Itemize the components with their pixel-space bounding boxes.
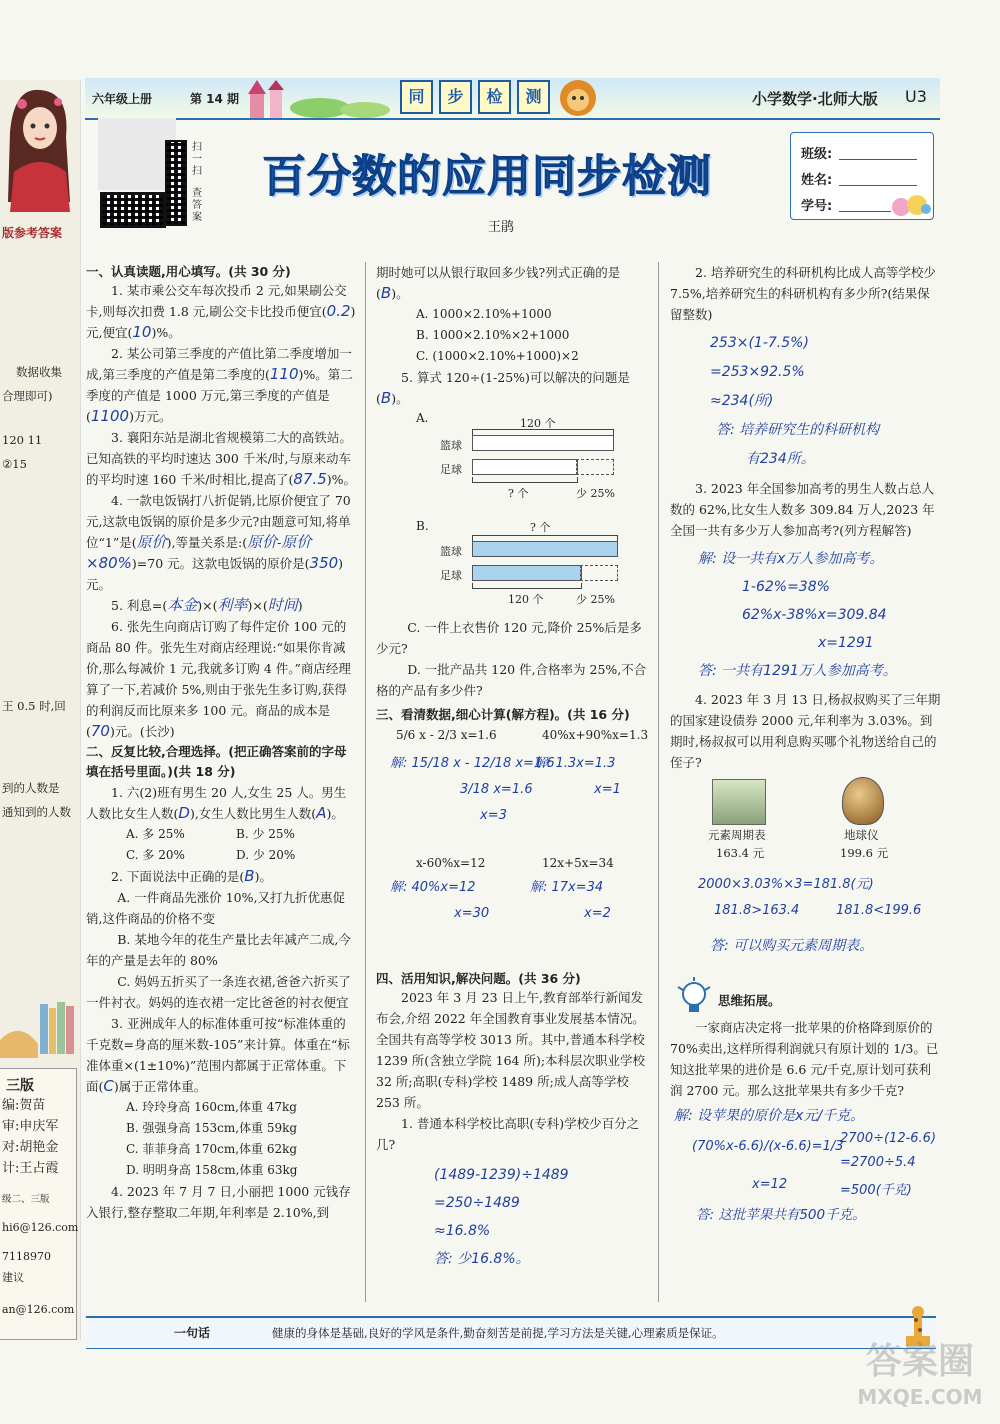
think-header [670, 977, 942, 1017]
answer-blank[interactable]: 原价 [136, 533, 167, 551]
option[interactable]: B. 少 25% [236, 827, 295, 841]
student-info-box [790, 132, 934, 220]
class-field: 班级: [801, 147, 833, 162]
editors-title: 三版 [6, 1078, 34, 1094]
qr-code[interactable] [100, 192, 166, 228]
equations-row-1 [376, 723, 650, 851]
option[interactable]: C. 一件上衣售价 120 元,降价 25%后是多少元? [376, 620, 642, 656]
answer-blank[interactable]: B [380, 389, 392, 407]
grade-label: 六年级上册 [92, 92, 153, 106]
diagram-top-label: 120 个 [520, 417, 556, 430]
castle-illustration [240, 80, 390, 118]
answers-lines [2, 360, 80, 824]
option[interactable]: A. 1000×2.10%+1000 [416, 307, 552, 321]
problem-2: 2. 培养研究生的科研机构比成人高等学校少 7.5%,培养研究生的科研机构有多少所?(结果保留整数) [670, 265, 936, 322]
girl-illustration [0, 82, 78, 212]
answer-blank[interactable]: 本金 [167, 596, 198, 614]
basketball-bar [472, 541, 618, 557]
diagram-label: A. [416, 411, 429, 425]
author: 王鹃 [488, 220, 515, 235]
option[interactable]: A. 玲玲身高 160cm,体重 47kg [126, 1100, 297, 1114]
name-input-line[interactable] [839, 185, 917, 186]
banner-tile: 检 [478, 80, 511, 114]
section-1-title: 一、认真读题,用心填写。(共 30 分) [86, 264, 291, 279]
equation: 40%x+90%x=1.3 [542, 728, 649, 742]
option[interactable]: B. 强强身高 153cm,体重 59kg [126, 1121, 298, 1135]
watermark: 答案圈 MXQE.COM [857, 1341, 983, 1409]
think-title: 思维拓展。 [718, 993, 781, 1008]
answer-blank[interactable]: 70 [90, 722, 110, 740]
diagram-b[interactable] [376, 517, 650, 617]
footer-motto: 健康的身体是基础,良好的学风是条件,勤奋刻苦是前提,学习方法是关键,心理素质是保证。 [272, 1326, 724, 1340]
option[interactable]: C. 多 20% [126, 848, 185, 862]
answer-blank[interactable]: 1100 [90, 407, 130, 425]
gift-name: 地球仪 [844, 828, 879, 842]
question-2: 2. 某公司第三季度的产值比第二季度增加一成,第三季度的产值是第二季度的(110)%。第二季度的产值是 1000 万元,第三季度的产值是(1100)万元。 [86, 346, 353, 425]
option[interactable]: C. 菲菲身高 170cm,体重 62kg [126, 1142, 298, 1156]
contact-line: 7118970 [2, 1250, 51, 1263]
option[interactable]: C. (1000×2.10%+1000)×2 [416, 349, 579, 363]
diagram-row-label: 足球 [440, 463, 462, 476]
option[interactable]: D. 明明身高 158cm,体重 63kg [126, 1163, 298, 1177]
problem-2-work: 253×(1-7.5%) =253×92.5% ≈234(所) 答: 培养研究生的科研机构 有234所。 [710, 335, 880, 467]
choice-1: 1. 六(2)班有男生 20 人,女生 25 人。男生人数比女生人数(D),女生人数比男生人数(A)。 [86, 785, 347, 822]
equation-work: 解: 17x=34 x=2 [530, 880, 611, 921]
books-illustration [0, 1000, 76, 1060]
option[interactable]: A. 一件商品先涨价 10%,又打九折优惠促销,这件商品的价格不变 [86, 890, 345, 926]
choice-3: 3. 亚洲成年人的标准体重可按“标准体重的千克数=身高的厘米数-105”来计算。体重在“标准体重×(1±10%)”范围内都属于正常体重。下面(C)属于正常体重。 [86, 1016, 350, 1095]
subject-label: 小学数学·北师大版 [752, 90, 878, 108]
question-1: 1. 某市乘公交车每次投币 2 元,如果刷公交卡,则每次扣费 1.8 元,刷公交卡比投币便宜(0.2)元,便宜(10)%。 [86, 283, 356, 341]
option[interactable]: B. 某地今年的花生产量比去年减产二成,今年的产量是去年的 80% [86, 932, 351, 968]
answer-blank[interactable]: 原价×80% [86, 533, 312, 572]
answer-line: 通知到的人数 [2, 805, 71, 819]
name-field: 姓名: [801, 173, 833, 188]
problem-4-work: 2000×3.03%×3=181.8(元) 181.8>163.4 181.8<199.6 答: 可以购买元素周期表。 [698, 877, 922, 954]
diagram-question: 120 个 [508, 593, 544, 606]
equation-work: 解: 1.3x=1.3 x=1 [534, 756, 621, 797]
column-2 [376, 262, 650, 1273]
option[interactable]: B. 1000×2.10%×2+1000 [416, 328, 570, 342]
answer-blank[interactable]: A [316, 804, 327, 822]
diagram-a[interactable] [376, 409, 650, 517]
answer-line: ②15 [2, 457, 27, 471]
choice-1-options [86, 824, 358, 866]
question-4: 4. 一款电饭锅打八折促销,比原价便宜了 70 元,这款电饭锅的原价是多少元?由题意可知,将单位“1”是(原价),等量关系是:(原价-原价×80%)=70 元。这款电饭锅的原价是(350)元。 [86, 493, 351, 592]
think-work: 解: 设苹果的原价是x元/千克。 (70%x-6.6)/(x-6.6)=1/3 x=12 2700÷(12-6.6) =2700÷5.4 =500(千克) 答: 这批苹果共有500千克。 [674, 1108, 937, 1223]
diagram-question: ? 个 [508, 487, 529, 500]
option[interactable]: A. 多 25% [126, 827, 185, 841]
option[interactable]: D. 一批产品共 120 件,合格率为 25%,不合格的产品有多少件? [376, 662, 647, 698]
football-bar [472, 459, 578, 475]
banner-tiles [400, 80, 550, 116]
answer-blank[interactable]: 110 [269, 365, 299, 383]
column-divider [658, 262, 659, 1302]
issue-label: 第 14 期 [190, 92, 240, 106]
option[interactable]: C. 妈妈五折买了一条连衣裙,爸爸六折买了一件衬衣。妈妈的连衣裙一定比爸爸的衬衣便宜 [86, 974, 351, 1010]
diagram-top-label: ? 个 [530, 521, 551, 534]
diagram-less-label: 少 25% [576, 487, 615, 500]
page-title: 百分数的应用同步检测 [262, 151, 712, 202]
answer-blank[interactable]: 原价 [247, 533, 278, 551]
question-5: 5. 利息=(本金)×(利率)×(时间) [111, 596, 303, 614]
equation-work: 解: 40%x=12 x=30 [390, 880, 490, 921]
gift-options [670, 773, 942, 869]
editor-line: 审:申庆军 [2, 1119, 59, 1134]
diagram-brace [472, 477, 578, 483]
qr-code-side[interactable] [165, 140, 187, 226]
lion-mascot-icon [556, 78, 600, 118]
contact-line: 级二、三版 [2, 1194, 50, 1205]
column-divider [365, 262, 366, 1302]
gift-price: 163.4 元 [716, 846, 765, 860]
football-bar-dashed [580, 565, 618, 581]
section-2-title: 二、反复比较,合理选择。(把正确答案前的字母填在括号里面。)(共 18 分) [86, 744, 347, 779]
answer-blank[interactable]: 10 [132, 323, 152, 341]
qr-scan-text: 扫一扫 [192, 142, 202, 177]
answer-blank[interactable]: 时间 [267, 596, 298, 614]
banner-tile: 测 [517, 80, 550, 114]
monster-icons [891, 193, 931, 217]
diagram-brace [472, 583, 582, 589]
problem-1: 1. 普通本科学校比高职(专科)学校少百分之几? [376, 1116, 640, 1152]
editors-box [0, 1068, 77, 1340]
editor-line: 对:胡艳金 [2, 1140, 59, 1155]
class-input-line[interactable] [839, 159, 917, 160]
banner-tile: 步 [439, 80, 472, 114]
equation: 12x+5x=34 [542, 856, 614, 870]
question-3: 3. 襄阳东站是湖北省规模第二大的高铁站。已知高铁的平均时速达 300 千米/时,与原来动车的平均时速 160 千米/时相比,提高了(87.5)%。 [86, 430, 357, 488]
problem-3-work: 解: 设一共有x万人参加高考。 1-62%=38% 62%x-38%x=309.84 x=1291 答: 一共有1291万人参加高考。 [698, 551, 897, 679]
contact-line: hi6@126.com [2, 1221, 79, 1234]
equations-row-2 [376, 851, 650, 969]
answer-blank[interactable]: B [244, 867, 255, 885]
choice-4-cont: 期时她可以从银行取回多少钱?列式正确的是(B)。 [376, 265, 621, 302]
column-1 [86, 262, 358, 1223]
column-3 [670, 262, 942, 1225]
basketball-bar [472, 435, 614, 451]
answer-line: 数据收集 [16, 365, 62, 379]
diagram-row-label: 足球 [440, 569, 462, 582]
equation-work: 解: 15/18 x - 12/18 x=1.6 3/18 x=1.6 x=3 [390, 756, 555, 823]
page-code: U3 [905, 87, 927, 106]
editor-line: 编:贺苗 [2, 1098, 46, 1113]
question-6: 6. 张先生向商店订购了每件定价 100 元的商品 80 件。张先生对商店经理说:“如果你肯减价,那么每减价 1 元,我就多订购 4 件。”商店经理算了一下,若减价 5%,则由于张先生多订购,获得的利润反而比原来多 100 元。商品的成本是(70)元。(长沙) [86, 619, 351, 740]
contact-line: 建议 [2, 1271, 24, 1284]
gift-price: 199.6 元 [840, 846, 889, 860]
editor-line: 计:王占霞 [2, 1161, 59, 1176]
football-bar-dashed [576, 459, 614, 475]
answers-label: 版参考答案 [2, 226, 63, 240]
answer-blank[interactable]: 87.5 [293, 470, 327, 488]
think-problem: 一家商店决定将一批苹果的价格降到原价的 70%卖出,这样所得利润就只有原计划的 1/3。已知这批苹果的进价是 6.6 元/千克,原计划可获利润 2700 元。那么这批苹果共有多少千克? [670, 1020, 939, 1098]
answer-blank[interactable]: 利率 [217, 596, 248, 614]
section-4-title: 四、活用知识,解决问题。(共 36 分) [376, 971, 581, 986]
answer-line: 120 11 [2, 433, 43, 447]
footer-label: 一句话 [174, 1326, 211, 1340]
answer-blank[interactable]: 0.2 [326, 302, 351, 320]
option[interactable]: D. 少 20% [236, 848, 296, 862]
answer-line: 到的人数是 [2, 781, 60, 795]
diagram-row-label: 篮球 [440, 439, 462, 452]
problem-4: 4. 2023 年 3 月 13 日,杨叔叔购买了三年期的国家建设债券 2000 元,年利率为 3.03%。到期时,杨叔叔可以用利息购买哪个礼物送给自己的侄子? [670, 692, 941, 770]
diagram-less-label: 少 25% [576, 593, 615, 606]
problem-3: 3. 2023 年全国参加高考的男生人数占总人数的 62%,比女生人数多 309.84 万人,2023 年全国一共有多少万人参加高考?(列方程解答) [670, 481, 935, 538]
answer-line: 王 0.5 时,回 [2, 699, 66, 713]
answer-blank[interactable]: C [103, 1077, 114, 1095]
choice-4: 4. 2023 年 7 月 7 日,小丽把 1000 元钱存入银行,整存整取二年期,年利率是 2.10%,到 [86, 1184, 351, 1220]
diagram-label: B. [416, 519, 429, 533]
number-field: 学号: [801, 199, 833, 214]
problem-1-work: (1489-1239)÷1489 =250÷1489 ≈16.8% 答: 少16.8%。 [434, 1167, 569, 1267]
periodic-table-image[interactable] [712, 779, 766, 825]
number-input-line[interactable] [839, 211, 891, 212]
equation: 5/6 x - 2/3 x=1.6 [396, 728, 497, 742]
answer-blank[interactable]: D [178, 804, 190, 822]
section-3-title: 三、看清数据,细心计算(解方程)。(共 16 分) [376, 707, 630, 722]
qr-answer-text: 查答案 [192, 188, 202, 223]
globe-image[interactable] [842, 777, 884, 825]
problem-context: 2023 年 3 月 23 日上午,教育部举行新闻发布会,介绍 2022 年全国教育事业发展基本情况。全国共有高等学校 3013 所。其中,普通本科学校 1239 所(含独立学院 164 所);本科层次职业学校 32 所;高职(专科)学校 1489 所;成人高等学校 253 所。 [376, 990, 646, 1110]
answer-blank[interactable]: B [380, 284, 392, 302]
football-bar [472, 565, 582, 581]
equation: x-60%x=12 [416, 856, 486, 870]
lightbulb-icon [674, 977, 714, 1017]
answer-blank[interactable]: 350 [309, 554, 339, 572]
banner-tile: 同 [400, 80, 433, 114]
diagram-row-label: 篮球 [440, 545, 462, 558]
answer-line: 合理即可) [2, 389, 53, 403]
gift-name: 元素周期表 [708, 828, 766, 842]
choice-5: 5. 算式 120÷(1-25%)可以解决的问题是(B)。 [376, 370, 630, 407]
contact-line: an@126.com [2, 1303, 75, 1316]
choice-2: 2. 下面说法中正确的是(B)。 [111, 867, 272, 885]
